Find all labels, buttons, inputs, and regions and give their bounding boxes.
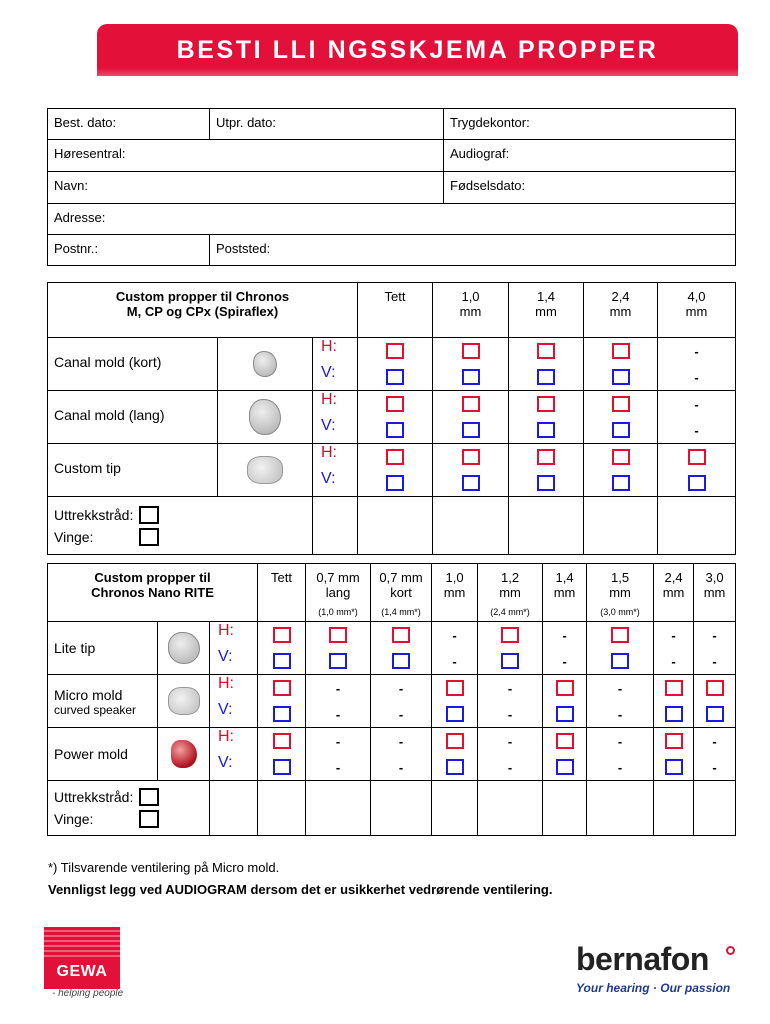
adresse-label: Adresse: xyxy=(54,210,106,225)
empty-cell xyxy=(371,781,432,836)
v-1-0-checkbox[interactable] xyxy=(432,701,478,728)
v-1-4-checkbox[interactable] xyxy=(509,470,584,497)
adresse-field[interactable] xyxy=(48,204,736,235)
s2-col-label: 1,0 xyxy=(445,570,464,585)
row-label-lite-tip xyxy=(48,622,158,675)
poststed-field[interactable] xyxy=(210,235,736,266)
h-1-4-checkbox[interactable] xyxy=(509,391,584,418)
h-tett-checkbox[interactable] xyxy=(358,391,433,418)
earmold-icon xyxy=(171,740,197,768)
h-0-7-lang-checkbox[interactable] xyxy=(306,622,371,649)
h-1-4-checkbox[interactable] xyxy=(543,675,587,702)
v-1-4-checkbox[interactable] xyxy=(543,754,587,781)
h-1-5-na: - xyxy=(587,728,654,755)
v-tett-checkbox[interactable] xyxy=(258,754,306,781)
h-2-4-na: - xyxy=(654,622,694,649)
lite-tip-image xyxy=(158,622,210,675)
title-banner xyxy=(97,24,738,76)
v-1-0-checkbox[interactable] xyxy=(433,470,509,497)
h-label: H: xyxy=(210,675,258,702)
form-title: BESTI LLI NGSSKJEMA PROPPER xyxy=(176,35,659,64)
best-dato-label: Best. dato: xyxy=(54,115,117,130)
h-1-0-na: - xyxy=(432,622,478,649)
empty-cell xyxy=(210,781,258,836)
s2-col-label: 1,4 xyxy=(555,570,574,585)
utpr-dato-field[interactable] xyxy=(210,109,444,140)
v-tett-checkbox[interactable] xyxy=(358,470,433,497)
v-4-0-checkbox[interactable] xyxy=(658,470,736,497)
audiogram-note: Vennligst legg ved AUDIOGRAM dersom det er usikkerhet vedrørende ventilering. xyxy=(48,882,553,897)
v-1-0-checkbox[interactable] xyxy=(432,754,478,781)
v-tett-checkbox[interactable] xyxy=(358,417,433,444)
s2-col-label: 0,7 mm xyxy=(316,570,360,585)
s2-col-header xyxy=(432,564,478,622)
s1-col-unit: mm xyxy=(459,304,482,319)
vinge-checkbox[interactable] xyxy=(139,528,159,546)
h-1-0-checkbox[interactable] xyxy=(433,444,509,471)
empty-cell xyxy=(543,781,587,836)
fodselsdato-label: Fødselsdato: xyxy=(450,178,526,193)
s2-col-vent: (1,4 mm*) xyxy=(381,607,421,617)
canal-mold-short-image xyxy=(218,338,313,391)
h-tett-checkbox[interactable] xyxy=(258,728,306,755)
s2-col-label: 1,5 xyxy=(610,570,630,585)
h-1-4-na: - xyxy=(543,622,587,649)
v-4-0-na: - xyxy=(658,364,736,391)
s2-col-unit: mm xyxy=(662,585,685,600)
h-1-5-checkbox[interactable] xyxy=(587,622,654,649)
row-label-text: Canal mold (lang) xyxy=(54,407,165,423)
h-tett-checkbox[interactable] xyxy=(258,622,306,649)
h-tett-checkbox[interactable] xyxy=(258,675,306,702)
h-1-2-na: - xyxy=(478,675,543,702)
v-0-7-lang-na: - xyxy=(306,701,371,728)
v-1-0-checkbox[interactable] xyxy=(433,364,509,391)
uttrekkstrad-label: Uttrekkstråd: xyxy=(54,506,134,523)
uttrekkstrad-checkbox[interactable] xyxy=(139,788,159,806)
s2-col-header xyxy=(306,564,371,622)
h-1-2-na: - xyxy=(478,728,543,755)
section1-header-line2: M, CP og CPx (Spiraflex) xyxy=(126,304,279,319)
row-label-text: Canal mold (kort) xyxy=(54,354,162,370)
h-0-7-lang-na: - xyxy=(306,675,371,702)
h-4-0-checkbox[interactable] xyxy=(658,444,736,471)
v-1-5-na: - xyxy=(587,701,654,728)
row-label-custom-tip xyxy=(48,444,218,497)
vinge-option xyxy=(48,526,312,548)
s2-col-unit: mm xyxy=(703,585,726,600)
section2-header-line1: Custom propper til xyxy=(94,570,211,585)
navn-field[interactable] xyxy=(48,172,444,204)
v-0-7-kort-na: - xyxy=(371,754,432,781)
section1-header xyxy=(48,283,358,338)
v-label: V: xyxy=(313,470,358,497)
bernafon-logo: bernafon xyxy=(576,941,709,977)
postnr-label: Postnr.: xyxy=(54,241,99,256)
h-1-4-checkbox[interactable] xyxy=(509,444,584,471)
h-label: H: xyxy=(210,622,258,649)
utpr-dato-label: Utpr. dato: xyxy=(216,115,276,130)
fodselsdato-field[interactable] xyxy=(444,172,736,204)
earmold-icon xyxy=(168,632,200,664)
s2-col-unit: kort xyxy=(390,585,412,600)
row-label-text: Micro mold xyxy=(54,687,123,703)
s2-col-unit: mm xyxy=(553,585,576,600)
s1-col-header xyxy=(584,283,658,338)
h-1-0-checkbox[interactable] xyxy=(433,338,509,365)
h-0-7-kort-checkbox[interactable] xyxy=(371,622,432,649)
s2-col-header xyxy=(587,564,654,622)
v-0-7-kort-na: - xyxy=(371,701,432,728)
extras-cell xyxy=(48,497,313,555)
h-label: H: xyxy=(210,728,258,755)
bernafon-tagline: Your hearing · Our passion xyxy=(576,981,731,995)
h-3-0-na: - xyxy=(694,622,736,649)
empty-cell xyxy=(654,781,694,836)
postnr-field[interactable] xyxy=(48,235,210,266)
empty-cell xyxy=(313,497,358,555)
micro-mold-image xyxy=(158,675,210,728)
h-1-4-checkbox[interactable] xyxy=(509,338,584,365)
h-label: H: xyxy=(313,338,358,365)
v-1-0-na: - xyxy=(432,648,478,675)
horesentral-field[interactable] xyxy=(48,140,444,172)
canal-mold-long-image xyxy=(218,391,313,444)
s1-col-label: Tett xyxy=(384,289,406,304)
h-0-7-kort-na: - xyxy=(371,675,432,702)
custom-tip-image xyxy=(218,444,313,497)
s2-col-vent: (2,4 mm*) xyxy=(490,607,530,617)
h-1-4-checkbox[interactable] xyxy=(543,728,587,755)
power-mold-image xyxy=(158,728,210,781)
customer-info-table xyxy=(47,108,736,266)
h-4-0-na: - xyxy=(658,338,736,365)
s1-col-unit: mm xyxy=(535,304,557,319)
bernafon-logo-dot-icon xyxy=(726,946,735,955)
empty-cell xyxy=(306,781,371,836)
row-label-canal-mold-lang xyxy=(48,391,218,444)
v-2-4-checkbox[interactable] xyxy=(584,417,658,444)
s1-col-label: 1,4 xyxy=(536,289,556,304)
empty-cell xyxy=(694,781,736,836)
v-2-4-checkbox[interactable] xyxy=(584,470,658,497)
vinge-checkbox[interactable] xyxy=(139,810,159,828)
h-2-4-checkbox[interactable] xyxy=(654,675,694,702)
v-label: V: xyxy=(210,754,258,781)
empty-cell xyxy=(658,497,736,555)
s1-col-header xyxy=(358,283,433,338)
audiograf-label: Audiograf: xyxy=(450,146,510,161)
v-label: V: xyxy=(210,701,258,728)
v-2-4-checkbox[interactable] xyxy=(654,754,694,781)
h-1-2-checkbox[interactable] xyxy=(478,622,543,649)
uttrekkstrad-option xyxy=(48,786,209,808)
uttrekkstrad-checkbox[interactable] xyxy=(139,506,159,524)
h-2-4-checkbox[interactable] xyxy=(654,728,694,755)
v-1-5-na: - xyxy=(587,754,654,781)
row-label-micro-mold xyxy=(48,675,158,728)
s2-col-unit: mm xyxy=(609,585,631,600)
s1-col-unit: mm xyxy=(685,304,708,319)
v-1-2-checkbox[interactable] xyxy=(478,648,543,675)
h-4-0-na: - xyxy=(658,391,736,418)
gewa-logo xyxy=(44,927,120,989)
v-1-0-checkbox[interactable] xyxy=(433,417,509,444)
s2-col-unit: mm xyxy=(499,585,521,600)
horesentral-label: Høresentral: xyxy=(54,146,126,161)
v-0-7-lang-checkbox[interactable] xyxy=(306,648,371,675)
poststed-label: Poststed: xyxy=(216,241,271,256)
vinge-label: Vinge: xyxy=(54,528,94,545)
h-3-0-na: - xyxy=(694,728,736,755)
empty-cell xyxy=(432,781,478,836)
row-label-text: Power mold xyxy=(54,746,128,762)
row-sublabel-text: curved speaker xyxy=(54,703,137,717)
v-2-4-checkbox[interactable] xyxy=(654,701,694,728)
v-3-0-na: - xyxy=(694,648,736,675)
earmold-icon xyxy=(253,351,277,377)
v-label: V: xyxy=(210,648,258,675)
s1-col-label: 4,0 xyxy=(687,289,706,304)
v-1-2-na: - xyxy=(478,701,543,728)
h-1-5-na: - xyxy=(587,675,654,702)
h-2-4-checkbox[interactable] xyxy=(584,444,658,471)
empty-cell xyxy=(358,497,433,555)
earmold-icon xyxy=(249,399,281,435)
h-1-0-checkbox[interactable] xyxy=(432,728,478,755)
vinge-label: Vinge: xyxy=(54,811,94,827)
s2-col-unit: lang xyxy=(325,585,351,600)
s2-col-header xyxy=(654,564,694,622)
s2-col-header xyxy=(371,564,432,622)
trygdekontor-field[interactable] xyxy=(444,109,736,140)
s1-col-header xyxy=(509,283,584,338)
v-1-5-checkbox[interactable] xyxy=(587,648,654,675)
empty-cell xyxy=(587,781,654,836)
empty-cell xyxy=(258,781,306,836)
s1-col-header xyxy=(658,283,736,338)
section2-header xyxy=(48,564,258,622)
v-4-0-na: - xyxy=(658,417,736,444)
h-0-7-lang-na: - xyxy=(306,728,371,755)
s1-col-unit: mm xyxy=(609,304,632,319)
audiograf-field[interactable] xyxy=(444,140,736,172)
s1-col-label: 1,0 xyxy=(461,289,480,304)
h-3-0-checkbox[interactable] xyxy=(694,675,736,702)
chronos-nano-rite-table xyxy=(47,563,736,836)
v-1-4-checkbox[interactable] xyxy=(509,364,584,391)
footnote: *) Tilsvarende ventilering på Micro mold. xyxy=(48,860,280,875)
row-label-power-mold xyxy=(48,728,158,781)
v-1-2-na: - xyxy=(478,754,543,781)
s2-col-vent: (3,0 mm*) xyxy=(600,607,640,617)
gewa-logo-text: GEWA xyxy=(56,963,108,980)
v-1-4-checkbox[interactable] xyxy=(509,417,584,444)
h-2-4-checkbox[interactable] xyxy=(584,391,658,418)
v-1-4-checkbox[interactable] xyxy=(543,701,587,728)
best-dato-field[interactable] xyxy=(48,109,210,140)
s1-col-label: 2,4 xyxy=(611,289,630,304)
extras-cell xyxy=(48,781,210,836)
v-0-7-lang-na: - xyxy=(306,754,371,781)
v-0-7-kort-checkbox[interactable] xyxy=(371,648,432,675)
h-label: H: xyxy=(313,391,358,418)
h-1-0-checkbox[interactable] xyxy=(433,391,509,418)
earmold-icon xyxy=(168,687,200,715)
h-1-0-checkbox[interactable] xyxy=(432,675,478,702)
earmold-icon xyxy=(247,456,283,484)
v-tett-checkbox[interactable] xyxy=(258,648,306,675)
s2-col-label: 1,2 xyxy=(500,570,520,585)
s2-col-label: Tett xyxy=(271,570,293,585)
uttrekkstrad-option xyxy=(48,504,312,526)
gewa-tagline: - helping people xyxy=(52,988,124,999)
empty-cell xyxy=(433,497,509,555)
trygdekontor-label: Trygdekontor: xyxy=(450,115,530,130)
v-label: V: xyxy=(313,364,358,391)
s2-col-label: 0,7 mm xyxy=(379,570,423,585)
v-label: V: xyxy=(313,417,358,444)
section1-header-line1: Custom propper til Chronos xyxy=(115,289,290,304)
s1-col-header xyxy=(433,283,509,338)
h-label: H: xyxy=(313,444,358,471)
s2-col-header xyxy=(543,564,587,622)
empty-cell xyxy=(584,497,658,555)
v-tett-checkbox[interactable] xyxy=(358,364,433,391)
s2-col-header xyxy=(478,564,543,622)
gewa-logo-stripes xyxy=(44,927,120,957)
s2-col-label: 3,0 xyxy=(705,570,724,585)
uttrekkstrad-label: Uttrekkstråd: xyxy=(54,789,134,805)
s2-col-vent: (1,0 mm*) xyxy=(318,607,358,617)
navn-label: Navn: xyxy=(54,178,88,193)
h-2-4-checkbox[interactable] xyxy=(584,338,658,365)
h-tett-checkbox[interactable] xyxy=(358,338,433,365)
v-tett-checkbox[interactable] xyxy=(258,701,306,728)
v-1-4-na: - xyxy=(543,648,587,675)
v-3-0-na: - xyxy=(694,754,736,781)
row-label-canal-mold-kort xyxy=(48,338,218,391)
row-label-text: Custom tip xyxy=(54,460,121,476)
empty-cell xyxy=(478,781,543,836)
row-label-text: Lite tip xyxy=(54,640,96,656)
h-0-7-kort-na: - xyxy=(371,728,432,755)
v-3-0-checkbox[interactable] xyxy=(694,701,736,728)
s2-col-header xyxy=(694,564,736,622)
section2-header-line2: Chronos Nano RITE xyxy=(91,585,214,600)
h-tett-checkbox[interactable] xyxy=(358,444,433,471)
vinge-option xyxy=(48,808,209,830)
v-2-4-na: - xyxy=(654,648,694,675)
empty-cell xyxy=(509,497,584,555)
chronos-spiraflex-table xyxy=(47,282,736,555)
s2-col-unit: mm xyxy=(443,585,466,600)
v-2-4-checkbox[interactable] xyxy=(584,364,658,391)
s2-col-label: 2,4 xyxy=(664,570,683,585)
s2-col-header xyxy=(258,564,306,622)
